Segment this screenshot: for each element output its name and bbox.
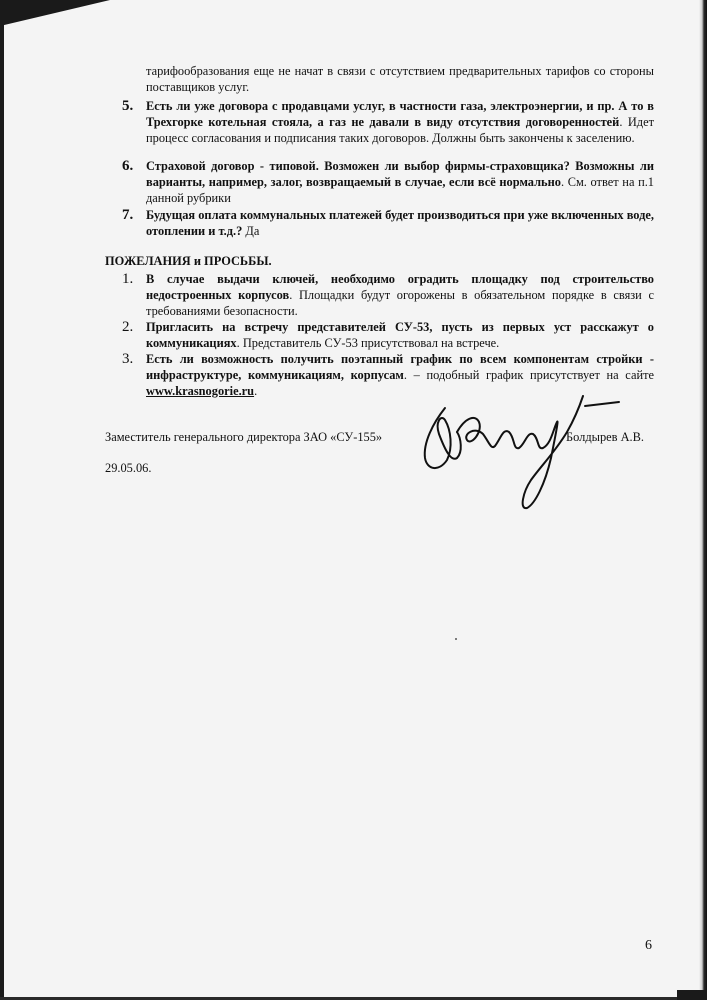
scan-edge-left <box>0 0 4 1000</box>
wish-item-1 <box>122 271 654 319</box>
signatory-name: Болдырев А.В. <box>566 430 645 444</box>
question-item-6 <box>122 158 654 206</box>
link-suffix: . <box>254 384 258 398</box>
question-text: Страховой договор - типовой. Возможен ли выбор фирмы-страховщика? Возможны ли варианты, например, залог, возвращаемый в случае, если всё нормально <box>146 159 654 189</box>
document-date: 29.05.06. <box>105 461 152 475</box>
wish-request: В случае выдачи ключей, необходимо оградить площадку под строительство недостроенных корпусов <box>146 272 654 302</box>
wish-answer: . Площадки будут огорожены в обязательном порядке в связи с требованиями безопасности. <box>146 288 654 318</box>
scan-edge-right <box>699 0 707 1000</box>
answer-text: Да <box>242 224 260 238</box>
question-number: 6. <box>122 158 134 174</box>
website-link[interactable]: www.krasnogorie.ru <box>146 384 255 398</box>
wish-number: 1. <box>122 271 134 287</box>
page-number: 6 <box>645 938 652 953</box>
wish-request: Есть ли возможность получить поэтапный график по всем компонентам стройки - инфраструктуре, коммуникациям, корпусам <box>146 352 654 382</box>
wish-answer: . Представитель СУ-53 присутствовал на встрече. <box>236 336 500 350</box>
wish-answer: . – подобный график присутствует на сайте <box>403 368 654 382</box>
wish-request: Пригласить на встречу представителей СУ-53, пусть из первых уст расскажут о коммуникациях <box>146 320 654 350</box>
wish-item-2 <box>122 319 654 351</box>
signatory-title: Заместитель генерального директора ЗАО «СУ-155» <box>105 430 383 444</box>
wish-number: 2. <box>122 319 134 335</box>
answer-text: . Идет процесс согласования и подписания таких договоров. Должны быть закончены к заселению. <box>146 115 654 145</box>
question-text: Будущая оплата коммунальных платежей будет производиться при уже включенных воде, отоплении и т.д.? <box>146 208 654 238</box>
question-item-7 <box>122 207 654 239</box>
scan-corner-shadow <box>0 0 110 26</box>
question-number: 7. <box>122 207 134 223</box>
scan-corner-bottom-right <box>677 990 707 1000</box>
question-text: Есть ли уже договора с продавцами услуг, в частности газа, электроэнергии, и пр. А то в Трехгорке котельная стояла, а газ не давали в виду отсутствия договоренностей <box>146 99 654 129</box>
handwritten-signature <box>405 388 625 513</box>
answer-text: . См. ответ на п.1 данной рубрики <box>146 175 654 205</box>
wishes-heading: ПОЖЕЛАНИЯ и ПРОСЬБЫ. <box>105 254 272 268</box>
continuation-paragraph: тарифообразования еще не начат в связи с отсутствием предварительных тарифов со стороны поставщиков услуг. <box>146 64 654 94</box>
question-number: 5. <box>122 98 134 114</box>
question-item-5 <box>122 98 654 146</box>
wish-number: 3. <box>122 351 134 367</box>
scan-speck <box>455 638 457 640</box>
